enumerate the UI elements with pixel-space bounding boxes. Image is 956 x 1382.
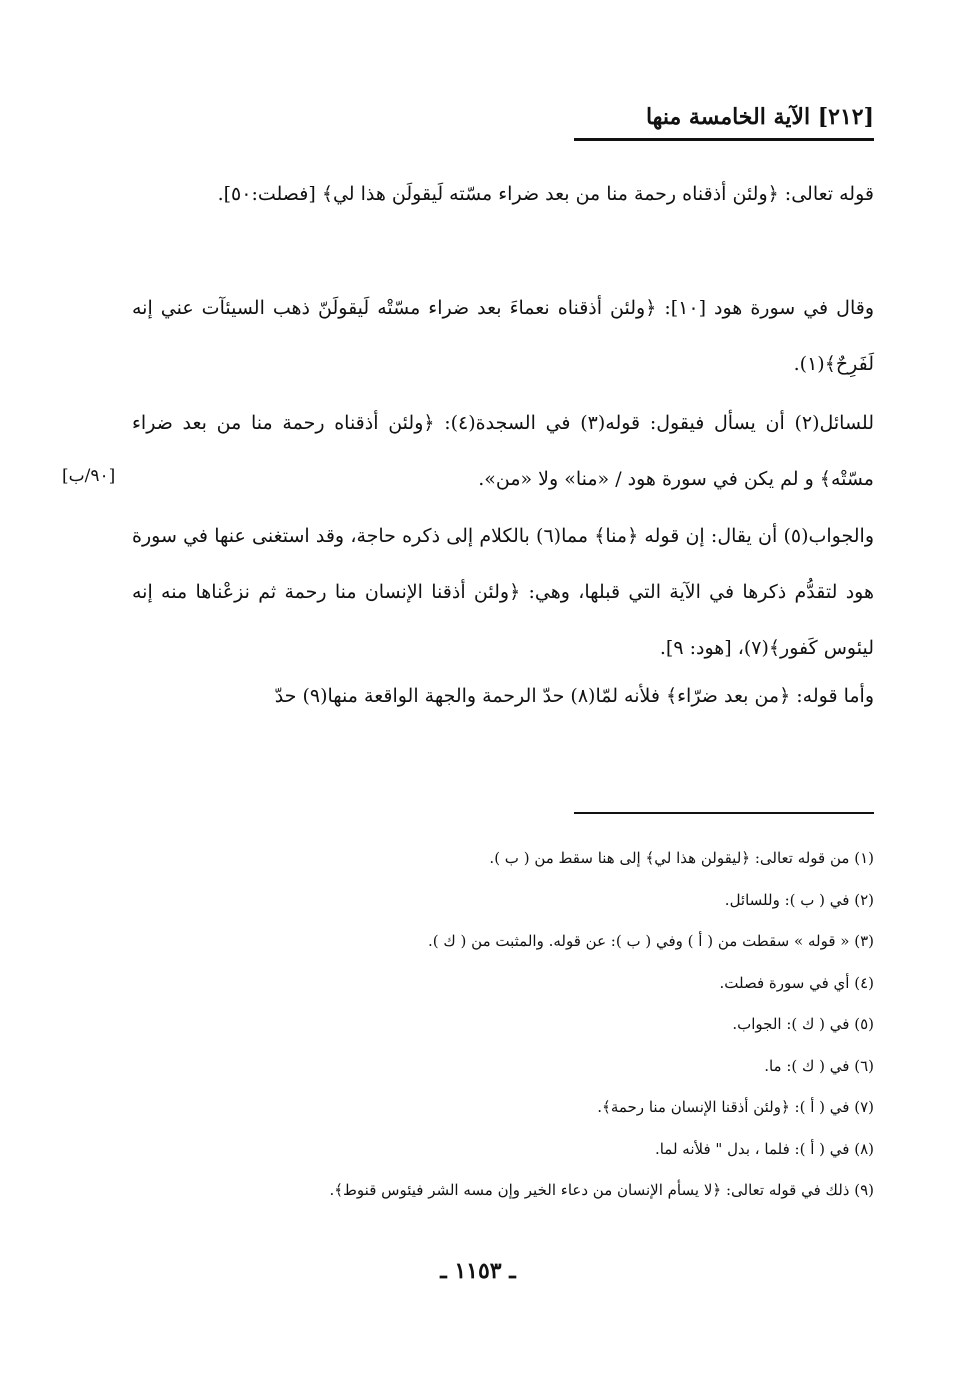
paragraph-verse-hud: وقال في سورة هود [١٠]: ﴿ولئن أذقناه نعماءَ بعد ضراء مسّتْه لَيقولَنّ ذهب السيئآت عني إنه لَفَرِحٌ﴾(١). bbox=[132, 297, 874, 375]
footnote-2: (٢) في ( ب ): وللسائل. bbox=[724, 890, 874, 909]
margin-folio-note: [٩٠/ب] bbox=[62, 466, 116, 486]
paragraph-continuation: وأما قوله: ﴿من بعد ضرّاء﴾ فلأنه لمّا(٨) حدّ الرحمة والجهة الواقعة منها(٩) حدّ bbox=[274, 685, 874, 707]
paragraph-question: للسائل(٢) أن يسأل فيقول: قوله(٣) في السجدة(٤): ﴿ولئن أذقناه رحمة منا من بعد ضراء مسّتْه﴾ و لم يكن في سورة هود / «منا» ولا «من». bbox=[132, 412, 875, 490]
footnote-8: (٨) في ( أ ): فلما ، بدل " فلأنه لما. bbox=[654, 1139, 874, 1158]
footnote-5: (٥) في ( ك ): الجواب. bbox=[732, 1015, 874, 1033]
footnote-1: (١) من قوله تعالى: ﴿ليقولن هذا لي﴾ إلى هنا سقط من ( ب ). bbox=[489, 849, 874, 867]
footnote-divider bbox=[574, 812, 874, 814]
footnote-9: (٩) ذلك في قوله تعالى: ﴿لا يسأم الإنسان من دعاء الخير وإن مسه الشر فيئوس قنوط﴾. bbox=[329, 1181, 874, 1199]
footnotes-section bbox=[132, 838, 874, 1212]
footnote-3: (٣) « قوله » سقطت من ( أ ) وفي ( ب ): عن قوله. والمثبت من ( ك ). bbox=[428, 932, 874, 950]
footnote-4: (٤) أي في سورة فصلت. bbox=[719, 973, 874, 992]
paragraph-answer: والجواب(٥) أن يقال: إن قوله ﴿منا﴾ مما(٦) بالكلام إلى ذكره حاجة، وقد استغنى عنها في سورة هود لتقدُّم ذكرها في الآية التي قبلها، وهي: ﴿ولئن أذقنا الإنسان منا رحمة ثم نزعْناها منه إنه ليئوس كَفور﴾(٧)، [هود: ٩]. bbox=[132, 525, 874, 659]
footnote-6: (٦) في ( ك ): ما. bbox=[764, 1056, 874, 1075]
page-number: ـ ١١٥٣ ـ bbox=[440, 1258, 516, 1284]
paragraph-verse-fussilat: قوله تعالى: ﴿ولئن أذقناه رحمة منا من بعد ضراء مسّته لَيقولَن هذا لي﴾ [فصلت:٥٠]. bbox=[217, 183, 874, 205]
section-heading: [٢١٢] الآية الخامسة منها bbox=[574, 104, 874, 141]
footnote-7: (٧) في ( أ ): ﴿ولئن أذقنا الإنسان منا رحمة﴾. bbox=[597, 1098, 874, 1116]
